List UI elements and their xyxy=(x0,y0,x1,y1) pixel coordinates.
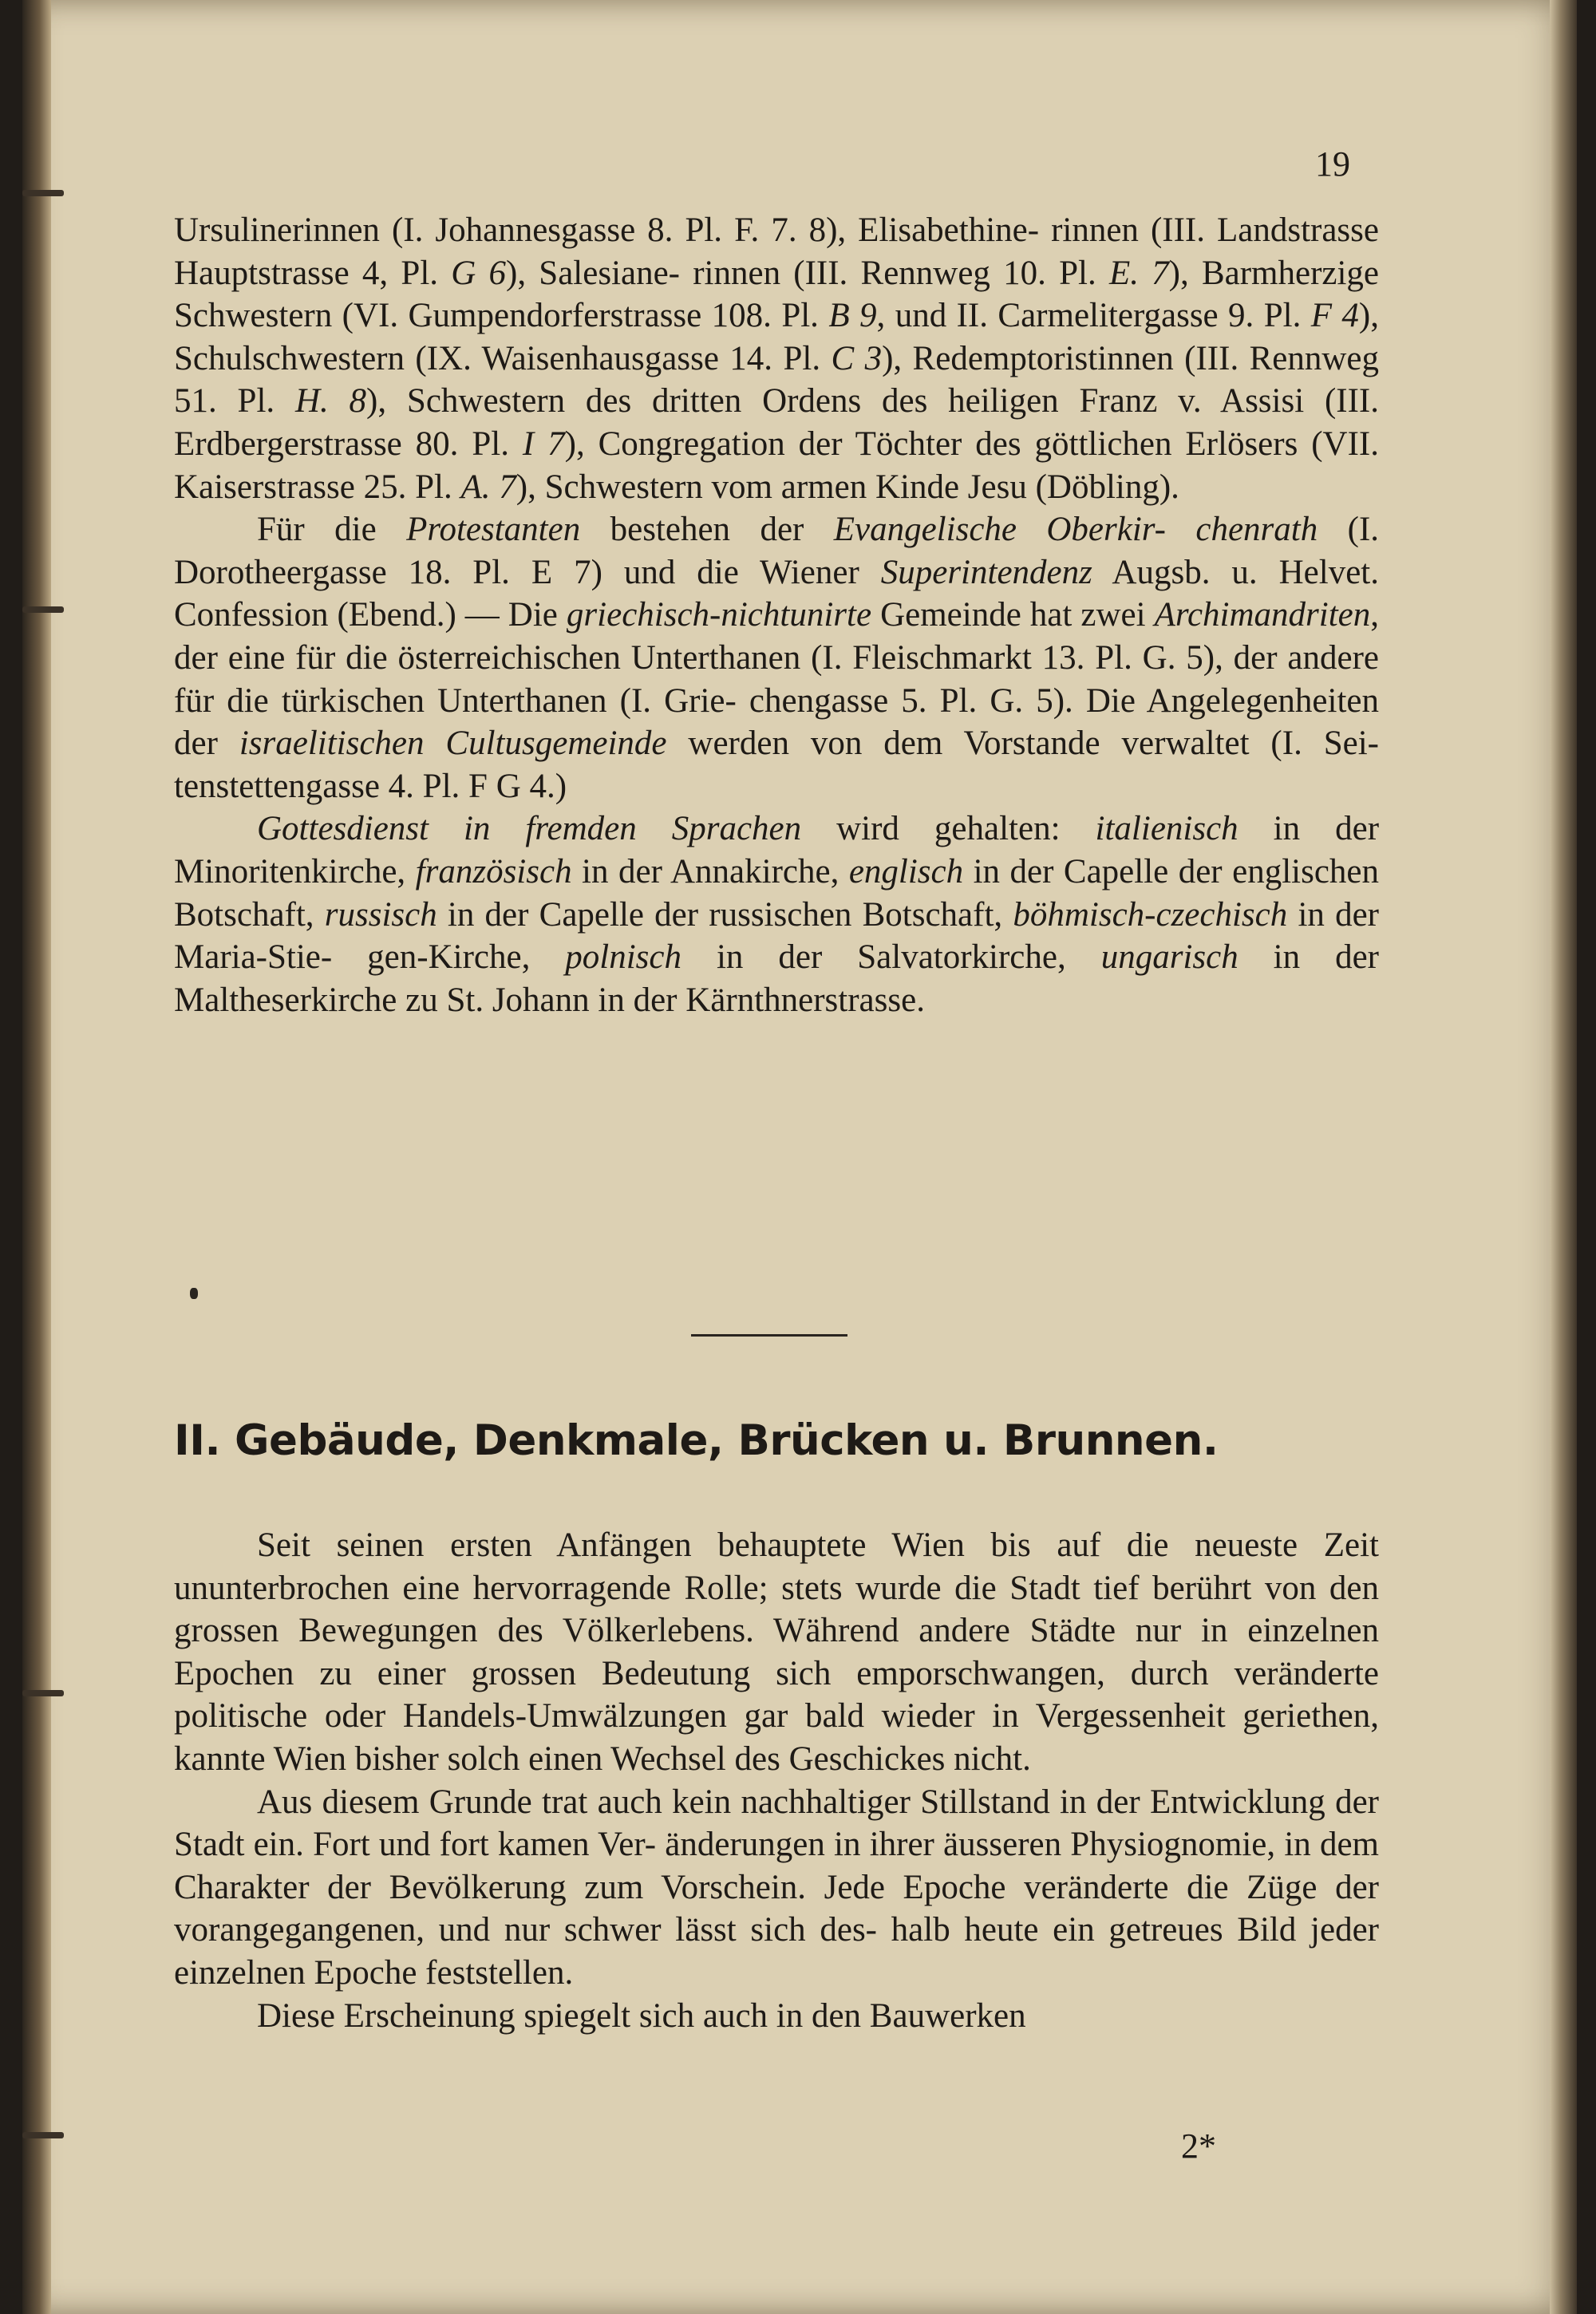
binding-stitch xyxy=(22,2132,64,2138)
paragraph-development: Aus diesem Grunde trat auch kein nachhaltiger Stillstand in der Entwicklung der Stadt ein. Fort und fort kamen Ver- änderungen in ihrer äusseren Physiognomie, in dem Charakter der Bevölkerung zum Vorschein. Jede Epoche veränderte die Züge der vorangegangenen, und nur schwer lässt sich des- halb heute ein getreues Bild jeder einzelnen Epoche feststellen. xyxy=(174,1783,1379,1992)
paragraph-orders: Ursulinerinnen (I. Johannesgasse 8. Pl. F. 7. 8), Elisabethine- rinnen (III. Landstrasse Hauptstrasse 4, Pl. G 6), Salesiane- rinnen (III. Rennweg 10. Pl. E. 7), Barmherzige Schwestern (VI. Gumpendorferstrasse 108. Pl. B 9, und II. Carmelitergasse 9. Pl. F 4), Schulschwestern (IX. Waisenhausgasse 14. Pl. C 3), Redemptoristinnen (III. Rennweg 51. Pl. H. 8), Schwestern des dritten Ordens des heiligen Franz v. Assisi (III. Erdbergerstrasse 80. Pl. I 7), Congregation der Töchter des göttlichen Erlösers (VII. Kaiserstrasse 25. Pl. A. 7), Schwestern vom armen Kinde Jesu (Döbling). xyxy=(174,211,1380,506)
section-heading: II. Gebäude, Denkmale, Brücken u. Brunnen. xyxy=(174,1416,1219,1465)
text-block-buildings xyxy=(174,1524,1379,2037)
paragraph-intro: Seit seinen ersten Anfängen behauptete Wien bis auf die neueste Zeit ununterbrochen eine hervorragende Rolle; stets wurde die Stadt tief berührt von den grossen Bewegungen des Völkerlebens. Während andere Städte nur in einzelnen Epochen zu einer grossen Bedeutung sich emporschwangen, durch veränderte politische oder Handels-Umwälzungen gar bald wieder in Vergessenheit geriethen, kannte Wien bisher solch einen Wechsel des Geschickes nicht. xyxy=(174,1526,1379,1778)
paragraph-buildings: Diese Erscheinung spiegelt sich auch in den Bauwerken xyxy=(257,1996,1026,2035)
paragraph-protestants: Für die Protestanten bestehen der Evangelische Oberkir- chenrath (I. Dorotheergasse 18. Pl. E 7) und die Wiener Superintendenz Augsb. u. Helvet. Confession (Ebend.) — Die griechisch-nichtunirte Gemeinde hat zwei Archimandriten, der eine für die österreichischen Unterthanen (I. Fleischmarkt 13. Pl. G. 5), der andere für die türkischen Unterthanen (I. Grie- chengasse 5. Pl. G. 5). Die Angelegenheiten der israelitischen Cultusgemeinde werden von dem Vorstande verwaltet (I. Sei- tenstettengasse 4. Pl. F G 4.) xyxy=(174,511,1380,805)
page-edge xyxy=(1550,0,1577,2314)
book-binding xyxy=(22,0,51,2314)
page-number: 19 xyxy=(1315,144,1350,184)
signature-mark: 2* xyxy=(1181,2126,1216,2166)
book-page xyxy=(22,0,1577,2314)
ink-dot xyxy=(190,1288,198,1299)
section-divider xyxy=(691,1334,847,1337)
binding-stitch xyxy=(22,606,64,613)
binding-stitch xyxy=(22,1690,64,1696)
paragraph-foreign-services: Gottesdienst in fremden Sprachen wird gehalten: italienisch in der Minoritenkirche, französisch in der Annakirche, englisch in der Capelle der englischen Botschaft, russisch in der Capelle der russischen Botschaft, böhmisch-czechisch in der Maria-Stie- gen-Kirche, polnisch in der Salvatorkirche, ungarisch in der Maltheserkirche zu St. Johann in der Kärnthnerstrasse. xyxy=(174,810,1380,1019)
text-block-religious-orders xyxy=(174,209,1379,1021)
binding-stitch xyxy=(22,190,64,196)
